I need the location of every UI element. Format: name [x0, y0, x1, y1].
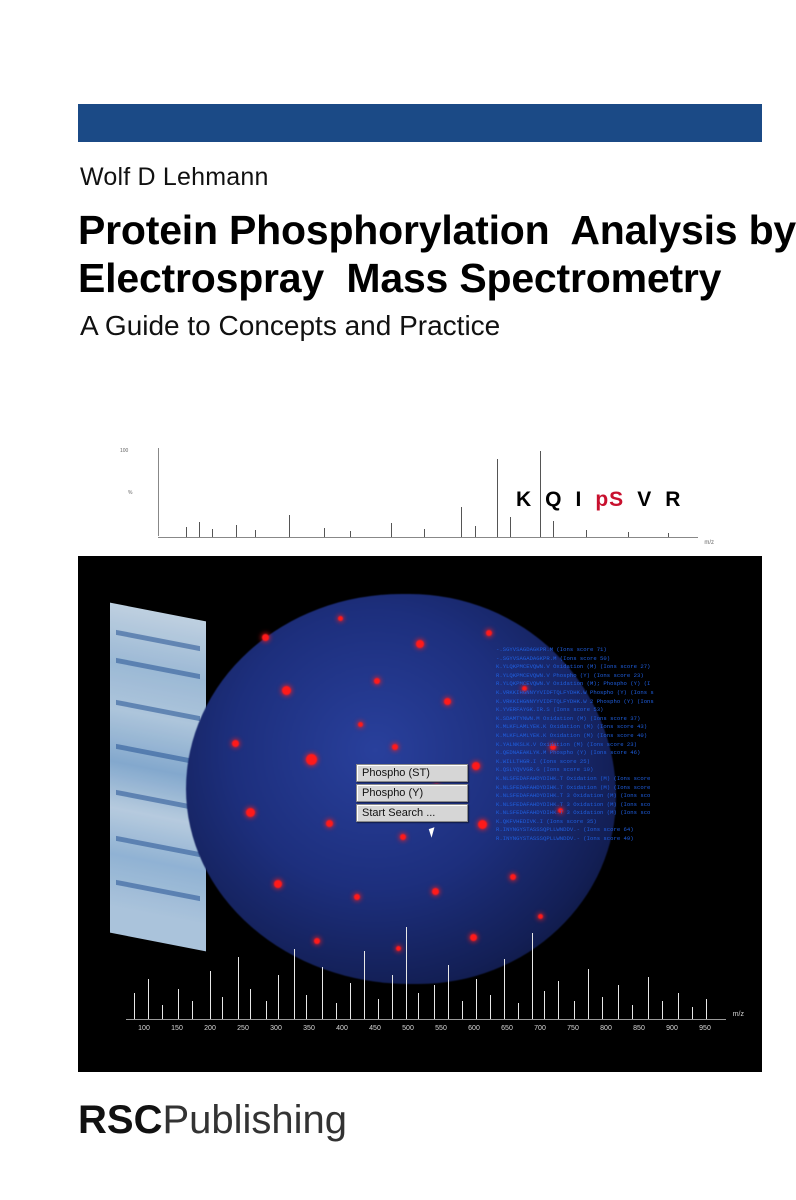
- ms-tick-label: 150: [171, 1025, 183, 1032]
- top-color-bar: [78, 104, 762, 142]
- ms-tick-label: 900: [666, 1025, 678, 1032]
- spectrum-peak: [553, 521, 554, 537]
- result-row: K.QSLYQVVGR.G (Ions score 19): [496, 766, 594, 774]
- result-row: K.YALNKSLK.V Oxidation (M) (Ions score 23): [496, 740, 637, 748]
- title-line-2: Electrospray Mass Spectrometry: [78, 255, 722, 301]
- publisher-logo: [78, 1098, 347, 1143]
- result-row: K.SDAMTYNWN.M Oxidation (M) (Ions score 37): [496, 714, 641, 722]
- ms-tick-label: 450: [369, 1025, 381, 1032]
- ms-tick-label: 600: [468, 1025, 480, 1032]
- search-results-list: [496, 646, 758, 844]
- result-row: K.NLSFEDAFAHDYDIHK.T 3 Oxidation (M) (Ions sco: [496, 809, 651, 817]
- spectrum-peak: [212, 529, 213, 537]
- spectrum-peak: [628, 532, 629, 537]
- spectrum-y-top-label: 100: [120, 448, 129, 454]
- result-row: R.INYNGYSTASSSQPLLWNDDV.- (Ions score 64): [496, 826, 634, 834]
- option-phospho-y[interactable]: Phospho (Y): [356, 784, 468, 802]
- spectrum-y-axis: [158, 448, 159, 536]
- option-phospho-st[interactable]: Phospho (ST): [356, 764, 468, 782]
- residue: I: [575, 488, 583, 511]
- ms-tick-label: 650: [501, 1025, 513, 1032]
- spectrum-peak: [324, 528, 325, 537]
- ms-tick-label: 500: [402, 1025, 414, 1032]
- residue: Q: [545, 488, 563, 511]
- spectrum-peak: [475, 526, 476, 537]
- spectrum-peak: [255, 530, 256, 537]
- result-row: K.MLKFLAMLYEK.K Oxidation (M) (Ions score 43): [496, 723, 648, 731]
- ms-x-axis-label: m/z: [732, 1011, 744, 1018]
- spectrum-peak: [668, 533, 669, 537]
- ms-baseline: [126, 1019, 726, 1020]
- result-row: K.NLSFEDAFAHDYDIHK.T Oxidation (M) (Ions score: [496, 774, 651, 782]
- spectrum-peak: [391, 523, 392, 537]
- ms-tick-label: 100: [138, 1025, 150, 1032]
- spectrum-peak: [199, 522, 200, 537]
- ms-tick-label: 950: [699, 1025, 711, 1032]
- search-dialog[interactable]: [356, 764, 468, 824]
- ms-tick-label: 250: [237, 1025, 249, 1032]
- publisher-name-primary: RSC: [78, 1098, 163, 1142]
- ms-tick-label: 200: [204, 1025, 216, 1032]
- spectrum-y-mid-label: %: [128, 490, 133, 496]
- residue: K: [516, 488, 533, 511]
- spectrum-peak: [497, 459, 498, 537]
- result-row: R.INYNGYSTASSSQPLLWNDDV.- (Ions score 49): [496, 835, 634, 843]
- result-row: K.QEDNAEAKLYK.M Phospho (Y) (Ions score 46): [496, 749, 641, 757]
- spectrum-x-axis-label: m/z: [704, 540, 714, 546]
- result-row: -.SGYVSAGADAGKPR.M (Ions score 50): [496, 654, 611, 662]
- result-row: K.QKFVHEDIVK.I (Ions score 35): [496, 817, 597, 825]
- book-title: [78, 206, 796, 302]
- residue: V: [637, 488, 653, 511]
- residue: R: [665, 488, 682, 511]
- residue-phospho: pS: [595, 488, 625, 511]
- spectrum-peak: [586, 530, 587, 537]
- spectrum-peak: [350, 531, 351, 537]
- ms-tick-label: 800: [600, 1025, 612, 1032]
- spectrum-peak: [424, 529, 425, 537]
- spectrum-x-axis: [158, 537, 698, 538]
- result-row: K.NLSFEDAFAHDYDIHK.T 3 Oxidation (M) (Ions sco: [496, 800, 651, 808]
- author-name: Wolf D Lehmann: [80, 163, 269, 191]
- ms-tick-label: 850: [633, 1025, 645, 1032]
- start-search-button[interactable]: Start Search ...: [356, 804, 468, 822]
- title-line-1: Protein Phosphorylation Analysis by: [78, 207, 796, 253]
- ms-tick-label: 300: [270, 1025, 282, 1032]
- spectrum-peak: [289, 515, 290, 537]
- result-row: K.YVERFAYGK.IR.S (Ions score 53): [496, 706, 604, 714]
- spectrum-peak: [461, 507, 462, 537]
- cover-illustration: [78, 556, 762, 1072]
- result-row: K.VRKKIHGNNYYVIDFTQLFYDHK.W Phospho (Y) (Ions s: [496, 688, 654, 696]
- ms-tick-label: 700: [534, 1025, 546, 1032]
- ms-tick-label: 550: [435, 1025, 447, 1032]
- spectrum-peak: [236, 525, 237, 537]
- result-row: K.NLSFEDAFAHDYDIHK.T Oxidation (M) (Ions score: [496, 783, 651, 791]
- ms-tick-label: 400: [336, 1025, 348, 1032]
- result-row: -.SGYVSAGDAGKPR.M (Ions score 71): [496, 646, 607, 653]
- result-row: K.YLQKPMCEVQWN.V Oxidation (M) (Ions score 27): [496, 663, 651, 671]
- ms-tick-label: 750: [567, 1025, 579, 1032]
- spectrum-peak: [186, 527, 187, 537]
- result-row: K.NLSFEDAFAHDYDIHK.T 3 Oxidation (M) (Ions sco: [496, 792, 651, 800]
- book-subtitle: A Guide to Concepts and Practice: [80, 310, 501, 341]
- spectrum-peak: [510, 517, 511, 537]
- result-row: K.VRKKIHGNNYYVIDFTQLFYDHK.W 2 Phospho (Y) (Ions: [496, 697, 654, 705]
- publisher-name-secondary: Publishing: [162, 1098, 348, 1142]
- result-row: R.YLQKPMCEVQWN.V Phospho (Y) (Ions score 23): [496, 671, 644, 679]
- result-row: R.YLQKPMCEVQWN.V Oxidation (M); Phospho (Y) (I: [496, 680, 651, 688]
- bottom-mass-spectrum: [126, 892, 744, 1042]
- result-row: K.MLKFLAMLYEK.K Oxidation (M) (Ions score 40): [496, 731, 648, 739]
- ms-tick-label: 350: [303, 1025, 315, 1032]
- peptide-sequence: [516, 488, 694, 512]
- result-row: K.WILLTHGR.I (Ions score 25): [496, 757, 590, 765]
